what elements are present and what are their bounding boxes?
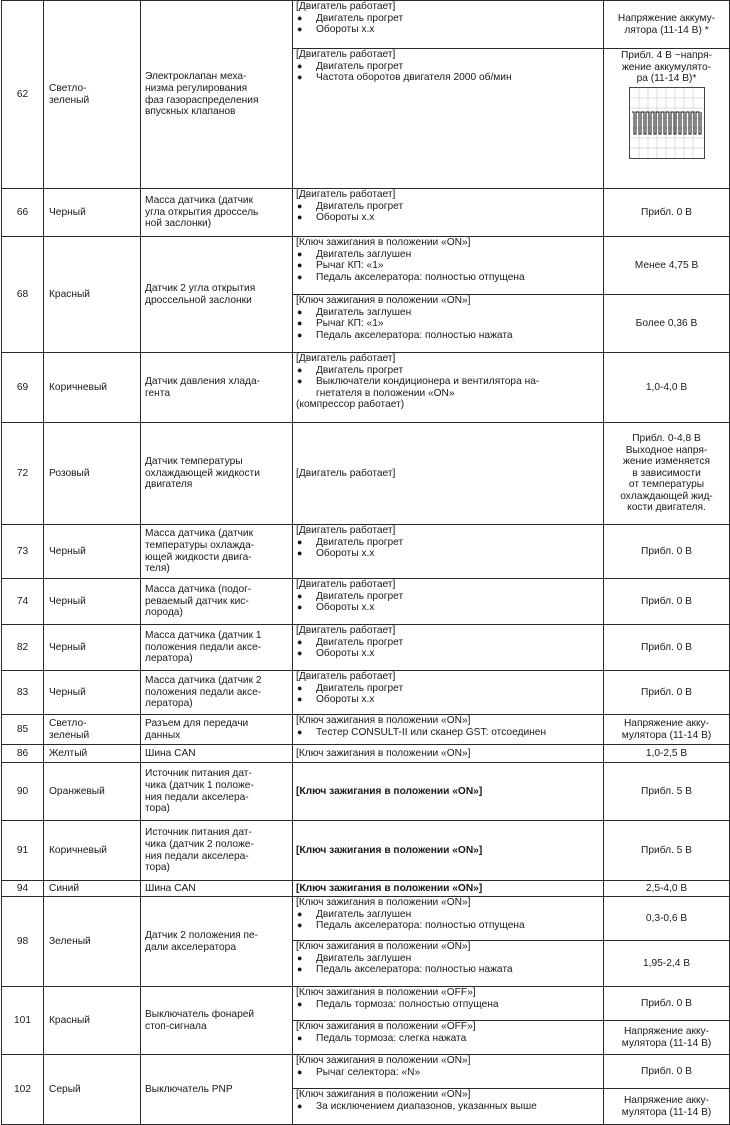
condition	[293, 715, 604, 745]
value-text: Прибл. 4 В ~напря- жение аккумулято- ра (11-14 В)*	[620, 50, 712, 85]
expected-value	[604, 821, 730, 881]
condition-bullet: ● Двигатель прогрет	[296, 365, 600, 377]
condition	[293, 987, 604, 1021]
terminal-number: 94	[2, 881, 44, 897]
condition-bullet: ● Рычаг КП: «1»	[296, 318, 600, 330]
condition	[293, 625, 604, 671]
terminal-number: 73	[2, 525, 44, 579]
expected-value	[604, 987, 730, 1021]
condition-heading: [Ключ зажигания в положении «ON»]	[296, 747, 471, 759]
expected-value	[604, 423, 730, 525]
terminal-number: 91	[2, 821, 44, 881]
table-row	[2, 987, 730, 1021]
wire-color: Светло- зеленый	[44, 1, 141, 189]
condition-heading: [Ключ зажигания в положении «ON»]	[296, 844, 483, 856]
condition-bullet: ● Двигатель прогрет	[296, 13, 600, 25]
item-name: Выключатель фонарей стоп-сигнала	[141, 987, 293, 1055]
terminal-number: 102	[2, 1055, 44, 1125]
expected-value	[604, 625, 730, 671]
expected-value	[604, 1021, 730, 1055]
condition-bullet: ● Двигатель прогрет	[296, 637, 600, 649]
value-text: Прибл. 0 В	[641, 686, 692, 698]
condition-heading: [Ключ зажигания в положении «ON»]	[296, 715, 471, 726]
condition-bullet: ● Педаль тормоза: слегка нажата	[296, 1033, 600, 1045]
condition-bullet: ● Двигатель заглушен	[296, 953, 600, 965]
condition-bullet: ● Обороты х.х	[296, 694, 600, 706]
condition-bullet: ● Двигатель прогрет	[296, 537, 600, 549]
value-text: Прибл. 0 В	[641, 206, 692, 218]
condition-heading: [Двигатель работает]	[296, 525, 396, 536]
condition-bullet: ● Выключатели кондиционера и вентилятора на- гнетателя в положении «ON»	[296, 376, 600, 399]
terminal-number: 90	[2, 763, 44, 821]
value-text: Прибл. 0 В	[641, 641, 692, 653]
condition-bullet: ● Обороты х.х	[296, 648, 600, 660]
condition-bullet: ● Педаль акселератора: полностью отпущена	[296, 272, 600, 284]
condition	[293, 897, 604, 941]
table-row	[2, 189, 730, 237]
wire-color: Светло- зеленый	[44, 715, 141, 745]
condition	[293, 1055, 604, 1089]
condition-heading: [Двигатель работает]	[296, 625, 396, 636]
terminal-number: 74	[2, 579, 44, 625]
condition-heading: [Ключ зажигания в положении «ON»]	[296, 237, 471, 248]
table-row	[2, 423, 730, 525]
wire-color: Коричневый	[44, 353, 141, 423]
value-text: Напряжение аккуму- лятора (11-14 В) *	[617, 12, 716, 36]
wire-color: Зеленый	[44, 897, 141, 987]
wire-color: Черный	[44, 189, 141, 237]
expected-value	[604, 579, 730, 625]
table-row	[2, 881, 730, 897]
condition-bullet: ● Рычаг КП: «1»	[296, 260, 600, 272]
table-row	[2, 1, 730, 49]
condition-heading: [Двигатель работает]	[296, 467, 396, 479]
expected-value	[604, 49, 730, 189]
item-name: Разъем для передачи данных	[141, 715, 293, 745]
condition-heading: [Двигатель работает]	[296, 353, 396, 364]
condition-heading: [Ключ зажигания в положении «ON»]	[296, 785, 483, 797]
item-name: Масса датчика (датчик 1 положения педали аксе- лератора)	[141, 625, 293, 671]
wire-color: Черный	[44, 579, 141, 625]
wire-color: Коричневый	[44, 821, 141, 881]
condition-bullet: ● За исключением диапазонов, указанных выше	[296, 1101, 600, 1113]
oscillogram	[629, 87, 705, 159]
terminal-table	[1, 0, 730, 1125]
condition	[293, 49, 604, 189]
value-text: Прибл. 0 В	[641, 595, 692, 607]
condition-bullet: ● Двигатель заглушен	[296, 909, 600, 921]
item-name: Масса датчика (датчик угла открытия дроссель ной заслонки)	[141, 189, 293, 237]
expected-value	[604, 1, 730, 49]
value-text: Прибл. 0 В	[641, 1065, 692, 1077]
expected-value	[604, 715, 730, 745]
condition-bullet: ● Педаль тормоза: полностью отпущена	[296, 999, 600, 1011]
wire-color: Желтый	[44, 745, 141, 763]
item-name: Шина CAN	[141, 745, 293, 763]
condition-bullet: ● Педаль акселератора: полностью нажата	[296, 964, 600, 976]
condition	[293, 763, 604, 821]
condition-heading: [Двигатель работает]	[296, 671, 396, 682]
table-row	[2, 763, 730, 821]
terminal-number: 68	[2, 237, 44, 353]
value-text: Напряжение акку- мулятора (11-14 В)	[621, 717, 712, 741]
terminal-number: 85	[2, 715, 44, 745]
item-name: Источник питания дат- чика (датчик 1 положе- ния педали акселера- тора)	[141, 763, 293, 821]
condition-heading: [Ключ зажигания в положении «ON»]	[296, 1089, 471, 1100]
terminal-number: 66	[2, 189, 44, 237]
condition	[293, 525, 604, 579]
terminal-number: 98	[2, 897, 44, 987]
item-name: Шина CAN	[141, 881, 293, 897]
condition-bullet: ● Педаль акселератора: полностью нажата	[296, 330, 600, 342]
wire-color: Серый	[44, 1055, 141, 1125]
condition-heading: [Ключ зажигания в положении «ON»]	[296, 1055, 471, 1066]
item-name: Источник питания дат- чика (датчик 2 положе- ния педали акселера- тора)	[141, 821, 293, 881]
table-row	[2, 353, 730, 423]
condition-bullet: ● Педаль акселератора: полностью отпущена	[296, 920, 600, 932]
wire-color: Оранжевый	[44, 763, 141, 821]
expected-value	[604, 295, 730, 353]
value-text: Напряжение акку- мулятора (11-14 В)	[621, 1094, 712, 1118]
condition-heading: [Двигатель работает]	[296, 579, 396, 590]
condition	[293, 579, 604, 625]
condition-bullet: ● Частота оборотов двигателя 2000 об/мин	[296, 72, 600, 84]
condition-bullet: ● Двигатель прогрет	[296, 683, 600, 695]
condition-bullet: ● Тестер CONSULT-II или сканер GST: отсоединен	[296, 727, 600, 739]
condition	[293, 1021, 604, 1055]
value-text: Напряжение акку- мулятора (11-14 В)	[621, 1025, 712, 1049]
terminal-number: 62	[2, 1, 44, 189]
expected-value	[604, 237, 730, 295]
item-name: Датчик 2 угла открытия дроссельной заслонки	[141, 237, 293, 353]
terminal-number: 101	[2, 987, 44, 1055]
expected-value	[604, 1089, 730, 1125]
condition	[293, 671, 604, 715]
condition-bullet: ● Двигатель прогрет	[296, 61, 600, 73]
condition-heading: [Ключ зажигания в положении «ON»]	[296, 882, 483, 894]
expected-value	[604, 763, 730, 821]
condition-bullet: ● Двигатель заглушен	[296, 249, 600, 261]
condition-bullet: ● Рычаг селектора: «N»	[296, 1067, 600, 1079]
condition-bullet: ● Обороты х.х	[296, 24, 600, 36]
terminal-number: 69	[2, 353, 44, 423]
value-text: Прибл. 5 В	[641, 844, 692, 856]
value-text: 2,5-4,0 В	[645, 882, 688, 894]
item-name: Масса датчика (датчик 2 положения педали аксе- лератора)	[141, 671, 293, 715]
expected-value	[604, 941, 730, 987]
table-row	[2, 579, 730, 625]
expected-value	[604, 671, 730, 715]
condition	[293, 1089, 604, 1125]
item-name: Датчик давления хлада- гента	[141, 353, 293, 423]
condition-bullet: ● Обороты х.х	[296, 602, 600, 614]
wire-color: Красный	[44, 237, 141, 353]
condition	[293, 295, 604, 353]
table-row	[2, 1055, 730, 1089]
table-row	[2, 715, 730, 745]
wire-color: Красный	[44, 987, 141, 1055]
table-row	[2, 625, 730, 671]
condition-bullet: ● Двигатель прогрет	[296, 201, 600, 213]
condition-heading: [Ключ зажигания в положении «ON»]	[296, 295, 471, 306]
item-name: Масса датчика (датчик температуры охлажда- ющей жидкости двига- теля)	[141, 525, 293, 579]
condition-heading: [Ключ зажигания в положении «OFF»]	[296, 1021, 476, 1032]
terminal-number: 72	[2, 423, 44, 525]
condition	[293, 881, 604, 897]
expected-value	[604, 745, 730, 763]
condition	[293, 189, 604, 237]
wire-color: Розовый	[44, 423, 141, 525]
condition-bullet: ● Обороты х.х	[296, 212, 600, 224]
condition-bullet: ● Двигатель заглушен	[296, 307, 600, 319]
terminal-number: 82	[2, 625, 44, 671]
terminal-number: 86	[2, 745, 44, 763]
condition	[293, 1, 604, 49]
table-row	[2, 745, 730, 763]
value-text: Прибл. 0 В	[641, 545, 692, 557]
item-name: Датчик температуры охлаждающей жидкости двигателя	[141, 423, 293, 525]
condition-heading: [Двигатель работает]	[296, 49, 396, 60]
table-row	[2, 897, 730, 941]
expected-value	[604, 897, 730, 941]
wire-color: Черный	[44, 671, 141, 715]
condition-heading: [Двигатель работает]	[296, 189, 396, 200]
value-text: Прибл. 0 В	[641, 997, 692, 1009]
condition	[293, 237, 604, 295]
wire-color: Черный	[44, 625, 141, 671]
item-name: Электроклапан меха- низма регулирования фаз газораспределения впускных клапанов	[141, 1, 293, 189]
condition-heading: [Двигатель работает]	[296, 1, 396, 12]
condition-bullet: ● Обороты х.х	[296, 548, 600, 560]
expected-value	[604, 881, 730, 897]
value-text: Прибл. 0-4,8 В Выходное напря- жение изменяется в зависимости от температуры охлаждающей жид- кости двигателя.	[620, 432, 713, 514]
condition-note: (компрессор работает)	[296, 399, 405, 411]
value-text: Прибл. 5 В	[641, 785, 692, 797]
expected-value	[604, 525, 730, 579]
condition	[293, 745, 604, 763]
condition	[293, 941, 604, 987]
condition	[293, 423, 604, 525]
table-row	[2, 821, 730, 881]
table-row	[2, 671, 730, 715]
item-name: Масса датчика (подог- реваемый датчик кис- лорода)	[141, 579, 293, 625]
table-row	[2, 525, 730, 579]
value-text: 1,95-2,4 В	[642, 957, 690, 969]
condition-heading: [Ключ зажигания в положении «OFF»]	[296, 987, 476, 998]
condition-heading: [Ключ зажигания в положении «ON»]	[296, 897, 471, 908]
condition-heading: [Ключ зажигания в положении «ON»]	[296, 941, 471, 952]
terminal-number: 83	[2, 671, 44, 715]
value-text: Менее 4,75 В	[634, 259, 699, 271]
expected-value	[604, 189, 730, 237]
value-text: 1,0-2,5 В	[645, 747, 688, 759]
condition	[293, 353, 604, 423]
expected-value	[604, 353, 730, 423]
wire-color: Черный	[44, 525, 141, 579]
value-text: Более 0,36 В	[635, 317, 698, 329]
value-text: 0,3-0,6 В	[645, 912, 688, 924]
expected-value	[604, 1055, 730, 1089]
table-row	[2, 237, 730, 295]
item-name: Датчик 2 положения пе- дали акселератора	[141, 897, 293, 987]
condition-bullet: ● Двигатель прогрет	[296, 591, 600, 603]
value-text: 1,0-4,0 В	[645, 381, 688, 393]
wire-color: Синий	[44, 881, 141, 897]
condition	[293, 821, 604, 881]
item-name: Выключатель PNP	[141, 1055, 293, 1125]
